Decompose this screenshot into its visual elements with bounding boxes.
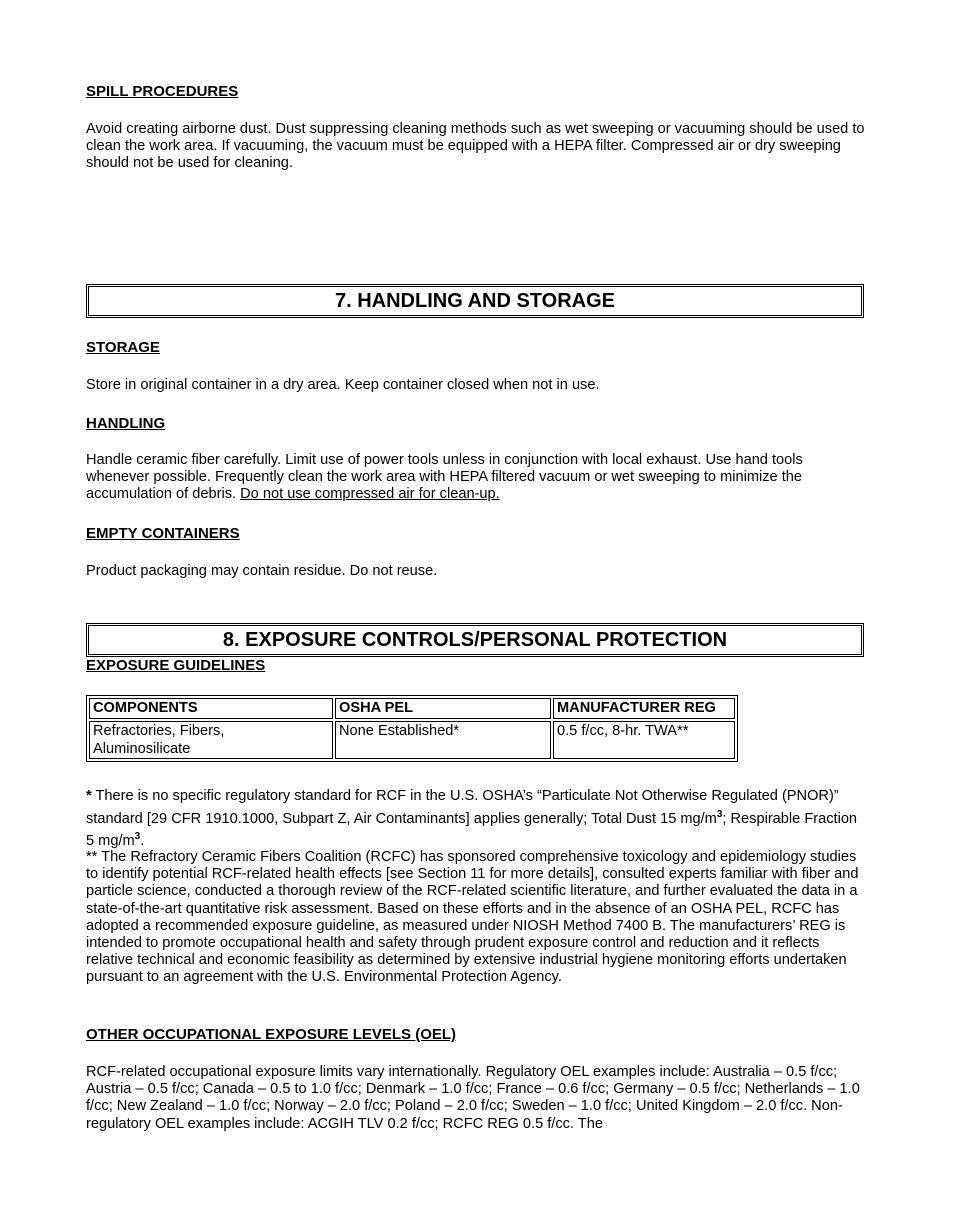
table-row	[89, 721, 735, 759]
exposure-guidelines-table	[86, 695, 738, 762]
exposure-guidelines-heading: EXPOSURE GUIDELINES	[86, 657, 266, 674]
handling-heading: HANDLING	[86, 415, 166, 432]
table-header-manufacturer-reg: MANUFACTURER REG	[553, 698, 735, 719]
section-7-title: 7. HANDLING AND STORAGE	[334, 290, 616, 312]
empty-containers-heading: EMPTY CONTAINERS	[86, 525, 240, 542]
empty-containers-text: Product packaging may contain residue. Do not reuse.	[86, 563, 438, 579]
oel-heading: OTHER OCCUPATIONAL EXPOSURE LEVELS (OEL)	[86, 1026, 457, 1043]
spill-procedures-text: Avoid creating airborne dust. Dust suppressing cleaning methods such as wet sweeping or vacuuming should be used to clean the work area. If vacuuming, the vacuum must be equipped with a HEPA filter. Compressed air or dry sweeping should not be used for cleaning.	[86, 121, 865, 172]
table-header-osha-pel: OSHA PEL	[335, 698, 551, 719]
handling-text-main: Handle ceramic fiber carefully. Limit use of power tools unless in conjunction with local exhaust. Use hand tools whenever possible. Frequently clean the work area with HEPA filtered vacuum or wet sweeping to minimize the accumulation of debris.	[86, 452, 803, 503]
section-8-title: 8. EXPOSURE CONTROLS/PERSONAL PROTECTION	[222, 629, 728, 651]
footnote-1	[86, 785, 868, 853]
table-header-row	[89, 698, 735, 719]
footnote-1-sup-b: 3	[134, 831, 141, 843]
footnote-1-text-b: ; Respirable Fraction 5 mg/m	[86, 810, 858, 849]
component-line-1: Refractories, Fibers,	[93, 723, 225, 739]
table-cell-component	[89, 721, 333, 759]
section-8-header	[86, 623, 864, 657]
footnote-1-text-c: .	[140, 833, 145, 849]
table-cell-osha-pel: None Established*	[335, 721, 551, 759]
oel-text: RCF-related occupational exposure limits vary internationally. Regulatory OEL examples include: Australia – 0.5 f/cc; Austria – 0.5 f/cc; Canada – 0.5 to 1.0 f/cc; Denmark – 1.0 f/cc; France – 0.6 f/cc; Germany – 0.5 f/cc; Netherlands – 1.0 f/cc; New Zealand – 1.0 f/cc; Norway – 2.0 f/cc; Poland – 2.0 f/cc; Sweden – 1.0 f/cc; United Kingdom – 2.0 f/cc. Non-regulatory OEL examples include: ACGIH TLV 0.2 f/cc; RCFC REG 0.5 f/cc. The	[86, 1064, 860, 1132]
table-header-components: COMPONENTS	[89, 698, 333, 719]
storage-heading: STORAGE	[86, 339, 160, 356]
spill-procedures-heading: SPILL PROCEDURES	[86, 83, 239, 100]
table-cell-manufacturer-reg: 0.5 f/cc, 8-hr. TWA**	[553, 721, 735, 759]
footnote-1-text-a: There is no specific regulatory standard for RCF in the U.S. OSHA’s “Particulate Not Otherwise Regulated (PNOR)” standard [29 CFR 1910.1000, Subpart Z, Air Contaminants] applies generally; Total Dust 15 mg/m	[86, 788, 839, 827]
footnote-1-marker: *	[86, 788, 92, 804]
section-7-header	[86, 284, 864, 318]
handling-warning-underlined: Do not use compressed air for clean-up.	[240, 486, 500, 503]
storage-text: Store in original container in a dry area. Keep container closed when not in use.	[86, 377, 600, 393]
handling-text	[86, 452, 868, 504]
footnote-1-sup-a: 3	[716, 808, 723, 820]
component-line-2: Aluminosilicate	[93, 740, 191, 757]
footnote-2: ** The Refractory Ceramic Fibers Coalition (RCFC) has sponsored comprehensive toxicology and epidemiology studies to identify potential RCF-related health effects [see Section 11 for more details], consulted experts familiar with fiber and particle science, conducted a thorough review of the RCF-related scientific literature, and further evaluated the data in a state-of-the-art quantitative risk assessment. Based on these efforts and in the absence of an OSHA PEL, RCFC has adopted a recommended exposure guideline, as measured under NIOSH Method 7400 B. The manufacturers’ REG is intended to promote occupational health and safety through prudent exposure control and reduction and it reflects relative technical and economic feasibility as determined by extensive industrial hygiene monitoring efforts undertaken pursuant to an agreement with the U.S. Environmental Protection Agency.	[86, 849, 859, 986]
